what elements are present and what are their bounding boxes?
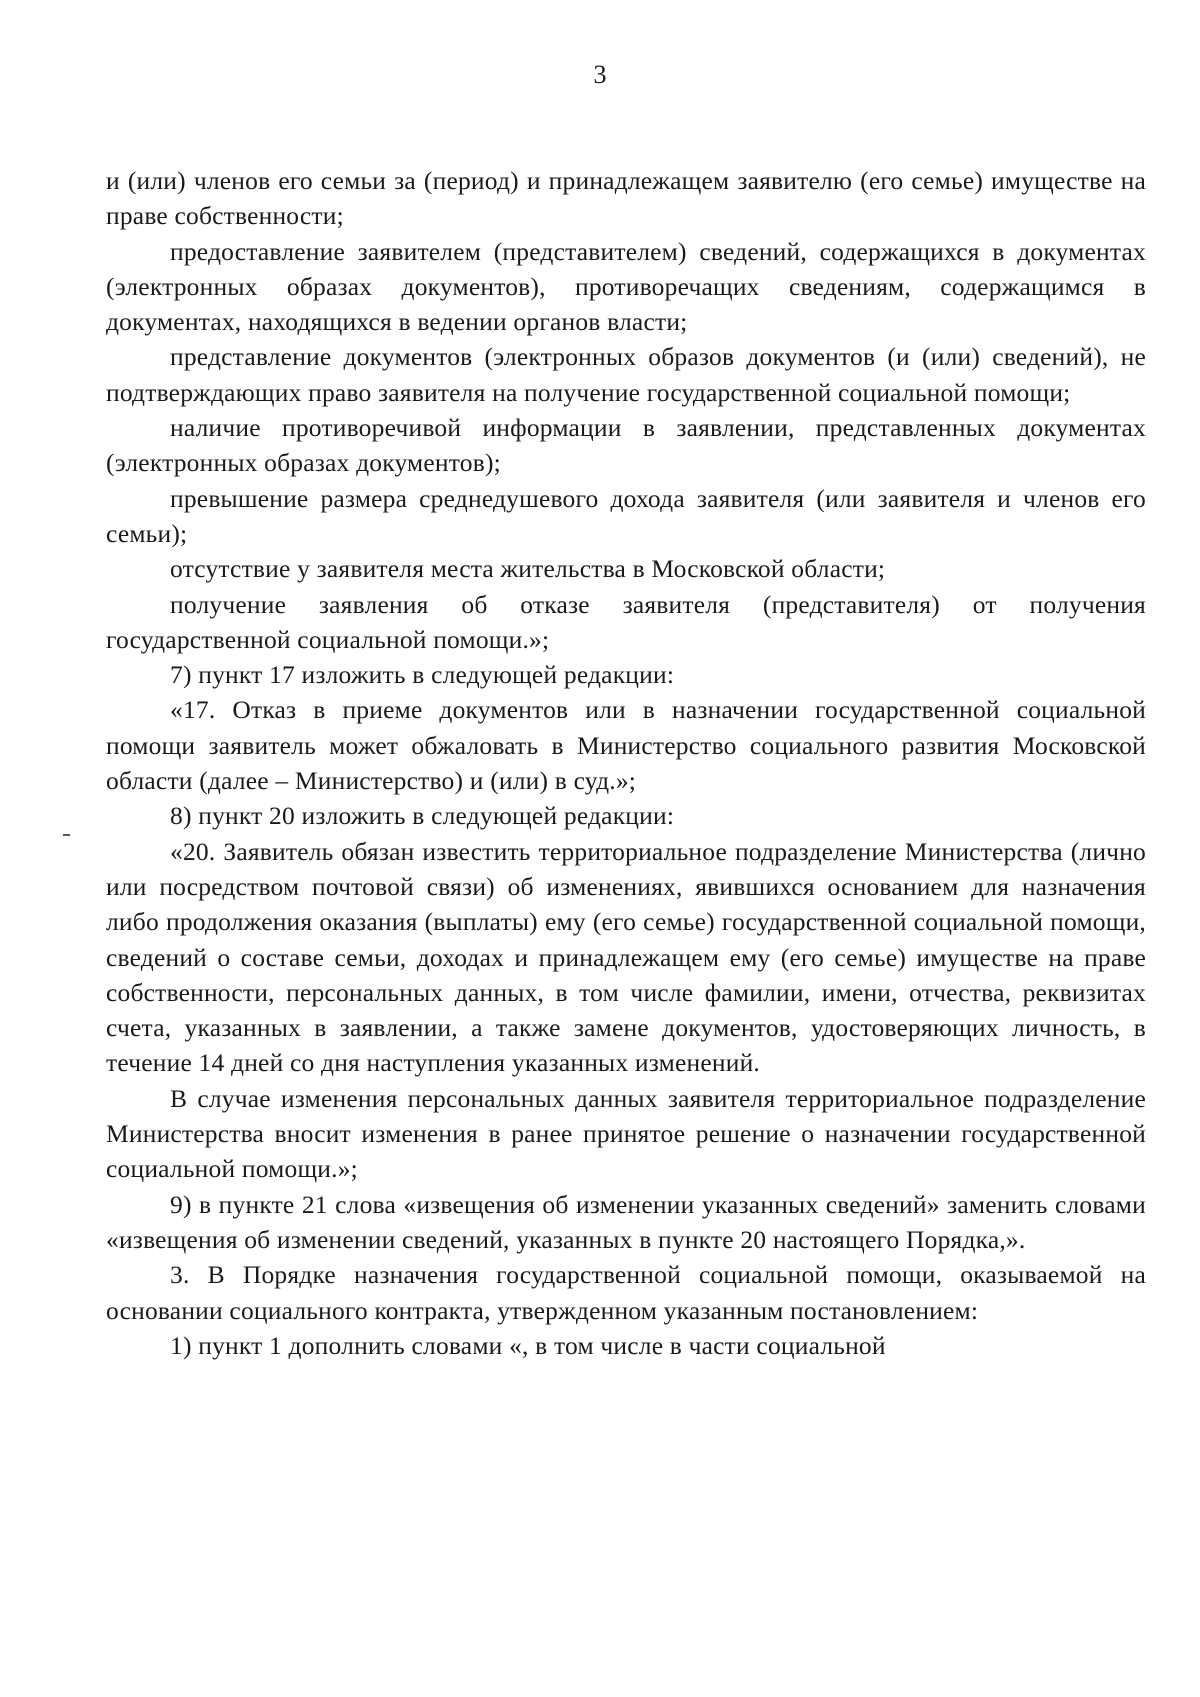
paragraph-2: предоставление заявителем (представителем) сведений, содержащихся в документах (электронных образах документов), противоречащих сведениям, содержащимся в документах, находящихся в ведении органов власти; (106, 236, 1146, 337)
paragraph-9: «17. Отказ в приеме документов или в назначении государственной социальной помощи заявитель может обжаловать в Министерство социального развития Московской области (далее – Министерство) и (или) в суд.»; (106, 695, 1146, 796)
paragraph-8: 7) пункт 17 изложить в следующей редакции: (170, 660, 675, 690)
paragraph-5: превышение размера среднедушевого дохода заявителя (или заявителя и членов его семьи); (106, 483, 1146, 548)
page-number: 3 (593, 60, 607, 89)
paragraph-10: 8) пункт 20 изложить в следующей редакции: (170, 801, 675, 831)
paragraph-13: 9) в пункте 21 слова «извещения об изменении указанных сведений» заменить словами «извещения об изменении сведений, указанных в пункте 20 настоящего Порядка,». (106, 1189, 1146, 1254)
paragraph-1: и (или) членов его семьи за (период) и принадлежащем заявителю (его семье) имуществе на праве собственности; (106, 166, 1146, 231)
paragraph-11: «20. Заявитель обязан известить территориальное подразделение Министерства (лично или посредством почтовой связи) об изменениях, явившихся основанием для назначения либо продолжения оказания (выплаты) ему (его семье) государственной социальной помощи, сведений о составе семьи, доходах и принадлежащем ему (его семье) имуществе на праве собственности, персональных данных, в том числе фамилии, имени, отчества, реквизитах счета, указанных в заявлении, а также замене документов, удостоверяющих личность, в течение 14 дней со дня наступления указанных изменений. (106, 836, 1146, 1078)
paragraph-6: отсутствие у заявителя места жительства в Московской области; (170, 554, 886, 584)
paragraph-4: наличие противоречивой информации в заявлении, представленных документах (электронных образах документов); (106, 413, 1146, 478)
paragraph-12: В случае изменения персональных данных заявителя территориальное подразделение Министерства вносит изменения в ранее принятое решение о назначении государственной социальной помощи.»; (106, 1083, 1146, 1184)
paragraph-7: получение заявления об отказе заявителя (представителя) от получения государственной социальной помощи.»; (106, 589, 1146, 654)
margin-mark (63, 834, 70, 836)
paragraph-14: 3. В Порядке назначения государственной социальной помощи, оказываемой на основании социального контракта, утвержденном указанным постановлением: (106, 1260, 1146, 1325)
document-body (106, 163, 1146, 1363)
paragraph-15: 1) пункт 1 дополнить словами «, в том числе в части социальной (170, 1330, 886, 1360)
paragraph-3: представление документов (электронных образов документов (и (или) сведений), не подтверждающих право заявителя на получение государственной социальной помощи; (106, 342, 1146, 407)
